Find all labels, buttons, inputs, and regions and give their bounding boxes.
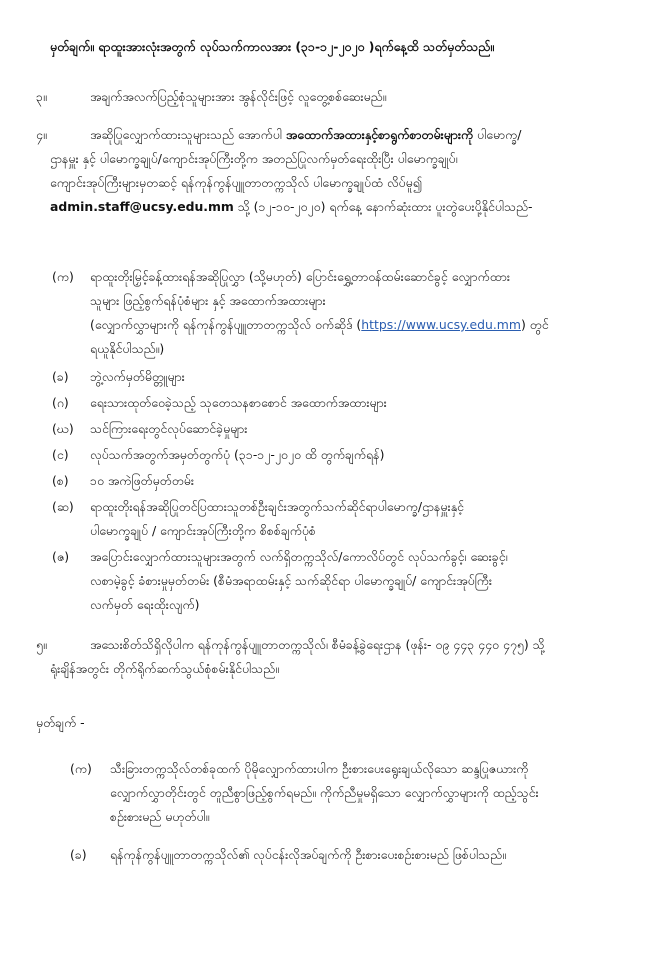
item-5-number: ၅။ (36, 637, 47, 652)
item-3-text: အချက်အလက်ပြည့်စုံသူများအား အွန်လိုင်းဖြင့် လူတွေ့စစ်ဆေးမည်။ (90, 89, 387, 104)
item-5-line-1: အသေးစိတ်သိရှိလိုပါက ရန်ကုန်ကွန်ပျူတာတက္ကသိုလ်၊ စီမံခန့်ခွဲရေးဌာန (ဖုန်း- ၀၉ ၄၄၃ ၄၄၀ ၄၇၅) သို့ (90, 637, 545, 652)
item-3-number: ၃။ (36, 89, 47, 104)
subitem-line: ဘွဲ့လက်မှတ်မိတ္တူများ (90, 369, 185, 384)
subitem-label: (ဃ) (52, 421, 74, 436)
subitem-line: ၁၀ အကဲဖြတ်မှတ်တမ်း (90, 473, 195, 488)
website-note-end: ) တွင် (520, 317, 549, 332)
note-line: သီးခြားတက္ကသိုလ်တစ်ခုထက် ပိုမိုလျှောက်ထားပါက ဦးစားပေးရွေးချယ်လိုသော ဆန္ဒပြုဇယားကို (110, 761, 529, 776)
subitem-line: အပြောင်းလျှောက်ထားသူများအတွက် လက်ရှိတက္ကသိုလ်/ကောလိပ်တွင် လုပ်သက်ခွင့်၊ ဆေးခွင့်၊ (90, 549, 508, 564)
item-4-number: ၄။ (36, 127, 47, 142)
subitem-label: (ဇ) (52, 549, 70, 564)
item-4-line-1-end: ပါမောက္ခ/ (473, 127, 522, 142)
website-note-start: (လျှောက်လွှာများကို ရန်ကုန်ကွန်ပျူတာတက္ကသိုလ် ဝက်ဆိုဒ် ( (90, 317, 362, 332)
item-5-line-2: ရုံးချိန်အတွင်း တိုက်ရိုက်ဆက်သွယ်စုံစမ်းနိုင်ပါသည်။ (50, 661, 279, 676)
subitem-label: (င) (52, 447, 69, 462)
website-note-continued: ရယူနိုင်ပါသည်။) (90, 341, 165, 356)
note-label: (က) (70, 761, 92, 776)
subitem-line: ပါမောက္ခချုပ် / ကျောင်းအုပ်ကြီးတို့က စိစစ်ချက်ပုံစံ (90, 523, 316, 538)
admin-email[interactable]: admin.staff@ucsy.edu.mm (50, 199, 234, 214)
website-note (90, 316, 549, 334)
note-line: လျှောက်လွှာတိုင်းတွင် တူညီစွာဖြည့်စွက်ရမည်။ ကိုက်ညီမှုမရှိသော လျှောက်လွှာများကို ထည့်သွင်း (110, 785, 539, 800)
item-4-line-4-rest: သို့ (၁၂-၁၀-၂၀၂၀) ရက်နေ့ နောက်ဆုံးထား ပူးတွဲပေးပို့နိုင်ပါသည်- (233, 199, 533, 214)
subitem-label: (ဆ) (52, 499, 74, 514)
note-label: (ခ) (70, 847, 87, 862)
item-4-line-1-start: အဆိုပြုလျှောက်ထားသူများသည် အောက်ပါ (90, 127, 286, 142)
note-line: စဉ်းစားမည် မဟုတ်ပါ။ (110, 809, 210, 824)
subitem-label: (က) (52, 269, 74, 284)
subitem-line: သင်ကြားရေးတွင်လုပ်ဆောင်ခဲ့မှုများ (90, 421, 248, 436)
header-note: မှတ်ချက်။ ရာထူးအားလုံးအတွက် လုပ်သက်ကာလအား (၃၁-၁၂-၂၀၂၀ )ရက်နေ့ထိ သတ်မှတ်သည်။ (50, 39, 494, 54)
subitem-line: သူများ ဖြည့်စွက်ရန်ပုံစံများ နှင့် အထောက်အထားများ (90, 293, 326, 308)
subitem-line: လစာမဲ့ခွင့် ခံစားမှုမှတ်တမ်း (စီမံအရာထမ်းနှင့် သက်ဆိုင်ရာ ပါမောက္ခချုပ်/ ကျောင်းအုပ်ကြီး (90, 573, 492, 588)
subitem-line: ရာထူးတိုးရန်အဆိုပြုတင်ပြထားသူတစ်ဦးချင်းအတွက်သက်ဆိုင်ရာပါမောက္ခ/ဌာနမှူးနှင့် (90, 499, 464, 514)
subitem-line: လုပ်သက်အတွက်အမှတ်တွက်ပုံ (၃၁-၁၂-၂၀၂၀ ထိ တွက်ချက်ရန်) (90, 447, 385, 462)
item-4-line-4 (50, 198, 533, 216)
subitem-line: လက်မှတ် ရေးထိုးလျက်) (90, 597, 200, 612)
item-4-line-1-bold: အထောက်အထားနှင့်စာရွက်စာတမ်းများကို (285, 127, 474, 142)
subitem-label: (စ) (52, 473, 69, 488)
item-4-line-3: ကျောင်းအုပ်ကြီးများမှတဆင့် ရန်ကုန်ကွန်ပျူတာတက္ကသိုလ် ပါမောက္ခချုပ်ထံ လိပ်မူ၍ (50, 175, 422, 190)
subitem-line: ရာထူးတိုးမြှင့်ခန့်ထားရန်အဆိုပြုလွှာ (သို့မဟုတ်) ပြောင်းရွှေ့တာဝန်ထမ်းဆောင်ခွင့် လျှောက်ထား (90, 269, 510, 284)
item-4-line-2: ဌာနမှူး နှင့် ပါမောက္ခချုပ်/ကျောင်းအုပ်ကြီးတို့က အတည်ပြုလက်မှတ်ရေးထိုးပြီး ပါမောက္ခချုပ်၊ (50, 151, 458, 166)
subitem-line: ရေးသားထုတ်ဝေခဲ့သည့် သုတေသနစာစောင် အထောက်အထားများ (90, 395, 387, 410)
item-4-line-1 (90, 126, 521, 144)
ucsy-website-link[interactable]: https://www.ucsy.edu.mm (361, 317, 521, 332)
subitem-label: (ခ) (52, 369, 69, 384)
notes-title: မှတ်ချက် - (36, 715, 85, 730)
note-line: ရန်ကုန်ကွန်ပျူတာတက္ကသိုလ်၏ လုပ်ငန်းလိုအပ်ချက်ကို ဦးစားပေးစဉ်းစားမည် ဖြစ်ပါသည်။ (110, 847, 506, 862)
subitem-label: (ဂ) (52, 395, 69, 410)
